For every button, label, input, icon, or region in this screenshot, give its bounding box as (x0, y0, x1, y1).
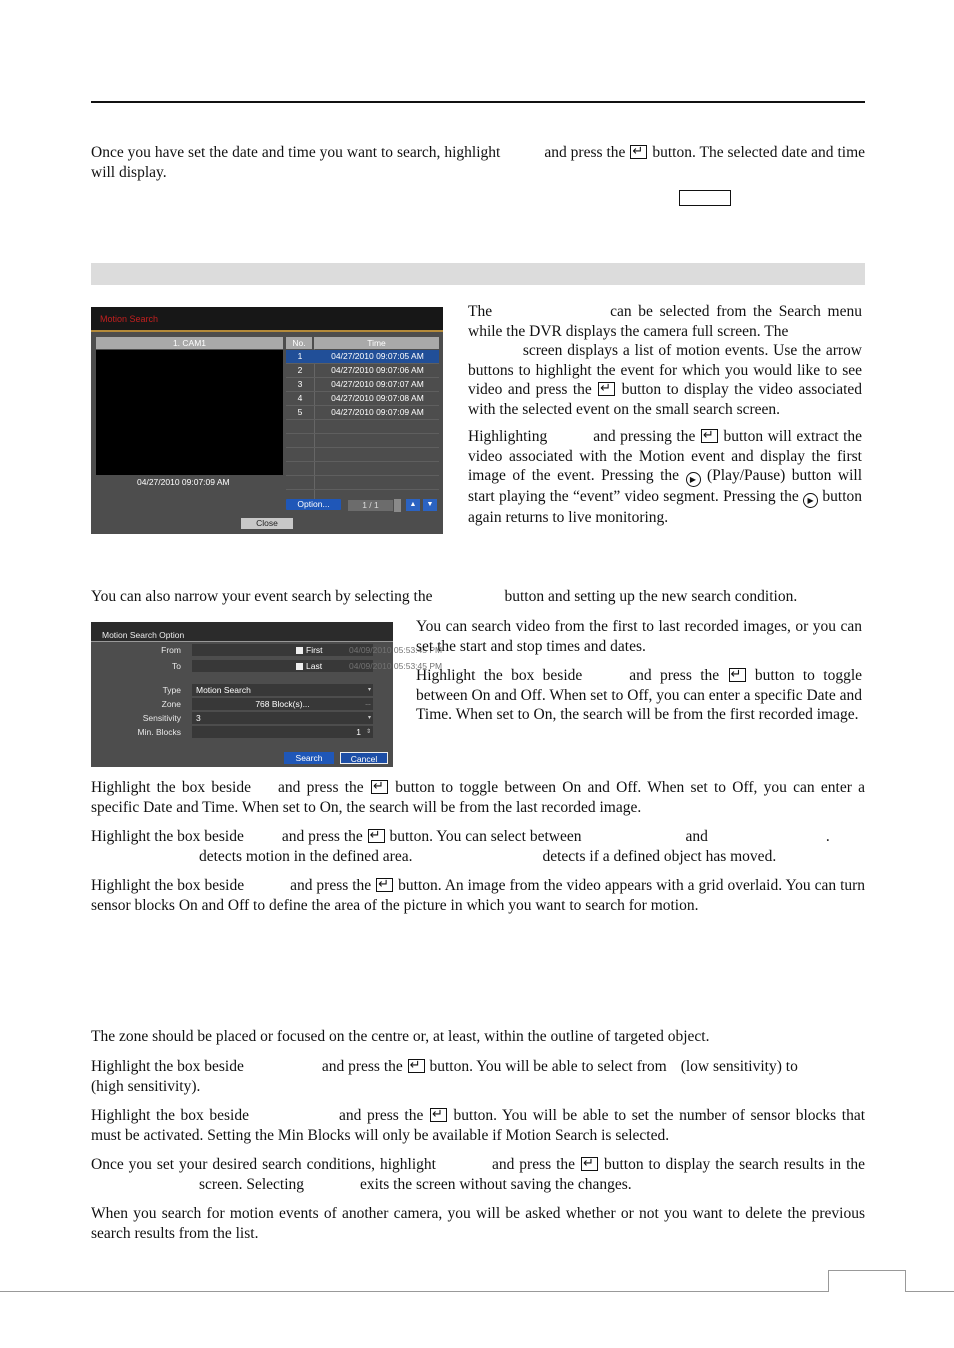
final-paragraph (91, 1155, 865, 1194)
description-paragraph-2 (468, 427, 862, 528)
type-label: Type (162, 685, 181, 695)
option-paragraph-1 (416, 617, 862, 656)
text: . (825, 828, 830, 845)
motion-search-titlebar (91, 307, 443, 331)
zone-field[interactable] (192, 698, 373, 710)
type-select[interactable] (192, 684, 373, 696)
page-spinner[interactable] (394, 499, 401, 512)
delete-paragraph (91, 1204, 865, 1243)
text: can be selected from the Search menu while the DVR displays the camera full screen. The (468, 303, 862, 340)
table-row (286, 420, 439, 434)
to-date: 04/09/2010 05:53:45 PM (349, 661, 443, 671)
to-label: To (172, 661, 181, 671)
section-header-bar (91, 263, 865, 285)
min-blocks-stepper[interactable] (192, 726, 373, 738)
page-number-tab (828, 1270, 906, 1292)
from-date: 04/09/2010 05:53:45 PM (349, 645, 443, 655)
enter-icon (408, 1059, 425, 1073)
text: Highlighting (468, 428, 548, 445)
text: and press the (281, 828, 363, 845)
row-number: 1 (297, 351, 303, 361)
sensitivity-label: Sensitivity (142, 713, 181, 723)
more-icon: … (365, 701, 371, 707)
event-list (286, 337, 439, 497)
text: You can also narrow your event search by selecting the (91, 588, 433, 605)
video-preview[interactable] (96, 350, 283, 475)
min-blocks-paragraph (91, 1106, 865, 1145)
footer-rule-left (0, 1291, 828, 1292)
top-rule (91, 101, 865, 103)
last-label: Last (306, 661, 323, 671)
enter-icon (581, 1157, 598, 1171)
last-paragraph (91, 778, 865, 817)
sensitivity-select[interactable] (192, 712, 373, 724)
text: (high sensitivity). (91, 1077, 201, 1095)
enter-icon (598, 382, 615, 396)
row-time: 04/27/2010 09:07:05 AM (331, 351, 424, 361)
text: Highlight the box beside (91, 1107, 249, 1124)
text: button. You can select between (389, 828, 582, 845)
text: Highlight the box beside (416, 667, 583, 684)
text: button. The selected date and time will display. (91, 144, 866, 181)
motion-search-title: Motion Search (100, 314, 159, 324)
text: You can search video from the first to last recorded images, or you can set the start and stop times and dates. (416, 618, 862, 655)
narrow-search-paragraph (91, 587, 865, 607)
min-blocks-value: 1 (356, 727, 361, 737)
text: screen. Selecting (199, 1175, 305, 1193)
text: and press the (290, 877, 372, 894)
last-checkbox[interactable] (296, 663, 303, 670)
text: detects if a defined object has moved. (542, 847, 777, 865)
table-row (286, 462, 439, 476)
text: Once you set your desired search conditions, highlight (91, 1156, 436, 1173)
row-time: 04/27/2010 09:07:08 AM (331, 393, 424, 403)
text: and press the (277, 779, 364, 796)
from-label: From (161, 645, 181, 655)
option-title: Motion Search Option (102, 630, 185, 640)
arrow-up-icon[interactable]: ▲ (406, 499, 420, 511)
cancel-button[interactable]: Cancel (340, 752, 388, 764)
table-row (286, 476, 439, 490)
text: and press the (321, 1058, 403, 1075)
text: and press the (338, 1107, 424, 1124)
zone-value: 768 Block(s)... (255, 699, 310, 709)
text: and press the (491, 1156, 576, 1173)
intro-paragraph (91, 143, 865, 182)
text: (Play/Pause) button will start playing the “event” video segment. Pressing the (468, 467, 863, 505)
text: screen displays a list of motion events. Use the arrow buttons to highlight the event for which you would like to see video and press the (468, 342, 862, 398)
first-checkbox[interactable] (296, 647, 303, 654)
text: exits the screen without saving the changes. (360, 1175, 632, 1193)
text: button to display the video associated with the selected event on the small search screen. (468, 381, 863, 418)
table-row (286, 434, 439, 448)
description-paragraph-1 (468, 302, 862, 419)
text: The zone should be placed or focused on the centre or, at least, within the outline of targeted object. (91, 1028, 710, 1045)
arrow-down-icon[interactable]: ▼ (423, 499, 437, 511)
motion-search-screen (91, 307, 443, 534)
dropdown-icon: ▾ (367, 715, 371, 721)
enter-icon (368, 829, 385, 843)
text: Highlight the box beside (91, 779, 251, 796)
column-header-time: Time (314, 337, 439, 349)
table-row (286, 448, 439, 462)
sensitivity-value: 3 (196, 713, 201, 723)
stepper-icon: ⇕ (365, 729, 371, 735)
text: When you search for motion events of another camera, you will be asked whether or not you want to delete the previous search results from the list. (91, 1205, 865, 1242)
table-row[interactable] (286, 350, 439, 364)
text: and press the (629, 667, 720, 684)
table-row[interactable] (286, 364, 439, 378)
row-time: 04/27/2010 09:07:09 AM (331, 407, 424, 417)
video-timestamp: 04/27/2010 09:07:09 AM (137, 477, 230, 487)
row-time: 04/27/2010 09:07:07 AM (331, 379, 424, 389)
enter-icon (430, 1108, 447, 1122)
enter-icon (701, 429, 718, 443)
page-indicator: 1 / 1 (348, 500, 393, 511)
figure-placeholder-box (679, 190, 731, 206)
enter-icon (376, 878, 393, 892)
text: and press the (544, 144, 626, 161)
from-field[interactable] (192, 644, 443, 656)
text: Highlight the box beside (91, 828, 244, 845)
row-number: 3 (297, 379, 303, 389)
zone-label: Zone (161, 699, 181, 709)
table-row[interactable] (286, 392, 439, 406)
table-row[interactable] (286, 378, 439, 392)
text: button to display the search results in the (603, 1156, 866, 1173)
text: button to toggle between On and Off. When set to Off, you can enter a specific Date and Time. When set to On, the search will be from the first recorded image. (416, 667, 863, 723)
motion-search-option-screen (91, 622, 443, 767)
row-number: 5 (297, 407, 303, 417)
zone-note (91, 1027, 865, 1047)
to-field[interactable] (192, 660, 443, 672)
search-button[interactable]: Search (284, 752, 334, 764)
option-titlebar (91, 622, 393, 642)
text: button. You will be able to set the number of sensor blocks that must be activated. Setting the Min Blocks will only be available if Motion Search is selected. (91, 1107, 866, 1144)
play-pause-icon: ▶ (686, 472, 701, 487)
text: and pressing the (593, 428, 696, 445)
row-number: 4 (297, 393, 303, 403)
text: Highlight the box beside (91, 1058, 244, 1075)
row-time: 04/27/2010 09:07:06 AM (331, 365, 424, 375)
text: The (468, 303, 493, 320)
text: button. You will be able to select from (429, 1058, 667, 1075)
enter-icon (630, 145, 647, 159)
text: Once you have set the date and time you want to search, highlight (91, 144, 501, 161)
type-value: Motion Search (196, 685, 251, 695)
row-number: 2 (297, 365, 303, 375)
type-paragraph (91, 827, 865, 866)
enter-icon (371, 780, 388, 794)
table-row[interactable] (286, 406, 439, 420)
option-paragraph-2 (416, 666, 862, 725)
option-button[interactable]: Option... (286, 499, 341, 510)
column-header-no: No. (286, 337, 312, 349)
text: detects motion in the defined area. (199, 847, 413, 865)
play-pause-icon: ▶ (803, 493, 818, 508)
text: button again returns to live monitoring. (468, 488, 863, 526)
text: button will extract the video associated with the Motion event and display the first image of the event. Pressing the (468, 428, 863, 484)
close-button[interactable]: Close (241, 518, 293, 529)
text: button to toggle between On and Off. When set to Off, you can enter a specific Date and Time. When set to On, the search will be from the last recorded image. (91, 779, 866, 816)
enter-icon (729, 668, 746, 682)
text: and (685, 828, 708, 845)
dropdown-icon: ▾ (367, 687, 371, 693)
footer-rule-right (906, 1291, 954, 1292)
camera-label: 1. CAM1 (96, 337, 283, 349)
text: button and setting up the new search condition. (504, 588, 798, 605)
zone-paragraph (91, 876, 865, 915)
text: button. An image from the video appears with a grid overlaid. You can turn sensor blocks On and Off to define the area of the picture in which you want to search for motion. (91, 877, 866, 914)
text: (low sensitivity) to (680, 1058, 798, 1075)
sensitivity-paragraph (91, 1057, 865, 1096)
min-blocks-label: Min. Blocks (137, 727, 181, 737)
first-label: First (306, 645, 323, 655)
text: Highlight the box beside (91, 877, 245, 894)
